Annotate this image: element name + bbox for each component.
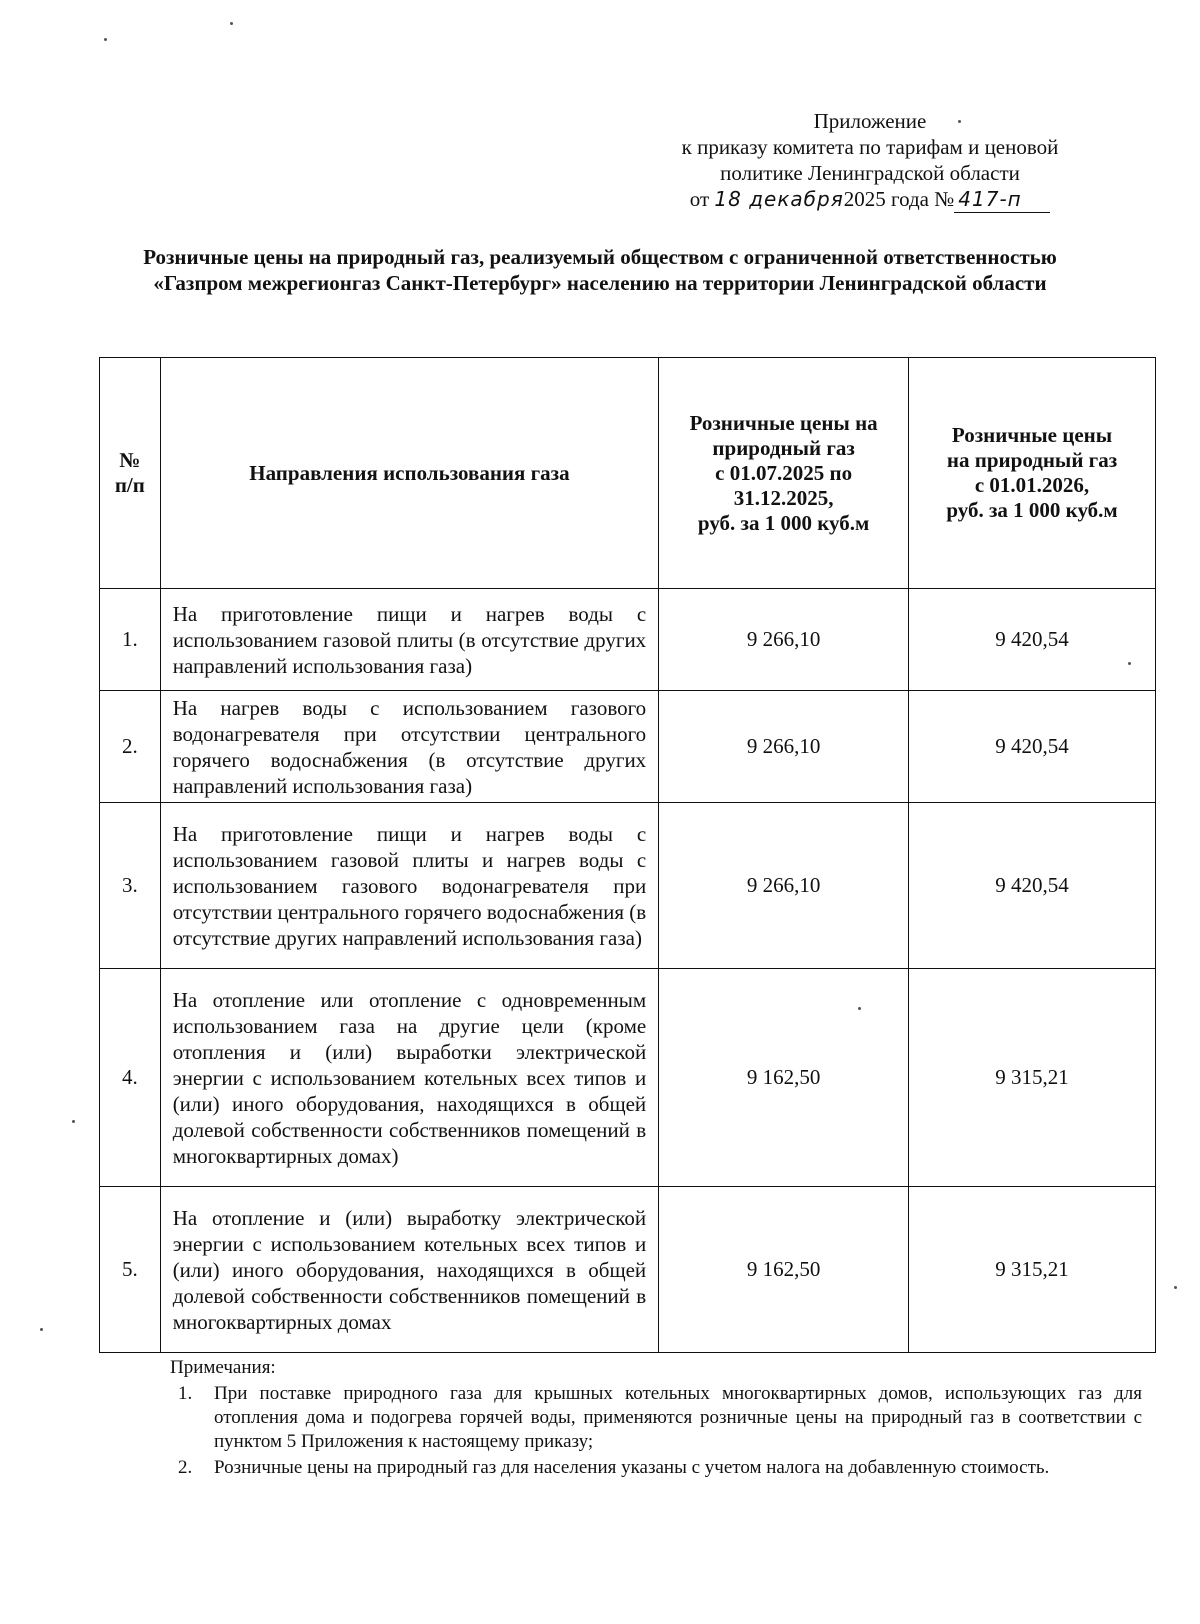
appendix-date-line (640, 186, 1100, 213)
header-price-2026-line: руб. за 1 000 куб.м (946, 498, 1118, 522)
date-suffix: 2025 года № (843, 187, 955, 211)
appendix-order-ref-cont: политике Ленинградской области (720, 161, 1020, 185)
header-price-2026 (909, 358, 1156, 589)
row-price-2025: 9 266,10 (659, 589, 909, 691)
table-row (100, 589, 1156, 691)
scan-speck (1128, 662, 1131, 665)
row-price-2026: 9 420,54 (909, 691, 1156, 803)
row-price-2026: 9 420,54 (909, 803, 1156, 969)
price-table (99, 357, 1156, 1353)
notes-section (170, 1356, 1142, 1482)
header-price-2026-line: на природный газ (946, 448, 1118, 472)
row-direction: На отопление и (или) выработку электрической энергии с использованием котельных всех типов и (или) иного оборудования, находящихся в общей долевой собственности собственников помещений в многоквартирных домах (160, 1187, 659, 1353)
header-price-2025-line: с 01.07.2025 по (715, 460, 853, 485)
handwritten-order-number: 417-п (954, 186, 1050, 213)
row-number: 4. (100, 969, 161, 1187)
note-text: При поставке природного газа для крышных котельных многоквартирных домов, использующих газ для отопления дома и подогрева горячей воды, применяются розничные цены на природный газ в соответствии с пунктом 5 Приложения к настоящему приказу; (214, 1383, 1142, 1452)
row-price-2025: 9 266,10 (659, 803, 909, 969)
header-price-2026-line: Розничные цены (951, 423, 1113, 447)
scan-speck (858, 1007, 861, 1010)
appendix-label: Приложение (813, 109, 927, 133)
appendix-header (640, 108, 1100, 213)
row-direction: На приготовление пищи и нагрев воды с использованием газовой плиты и нагрев воды с использованием газового водонагревателя при отсутствии центрального горячего водоснабжения (в отсутствие других направлений использования газа) (160, 803, 659, 969)
scan-speck (230, 22, 233, 25)
note-item (170, 1382, 1142, 1454)
table-row (100, 969, 1156, 1187)
scan-speck (40, 1328, 43, 1331)
row-direction: На приготовление пищи и нагрев воды с использованием газовой плиты (в отсутствие других направлений использования газа) (160, 589, 659, 691)
note-number: 2. (178, 1457, 193, 1478)
scan-speck (104, 38, 107, 41)
date-prefix: от (689, 187, 710, 211)
note-number: 1. (178, 1383, 193, 1404)
notes-title: Примечания: (170, 1357, 276, 1378)
table-row (100, 1187, 1156, 1353)
document-title: Розничные цены на природный газ, реализуемый обществом с ограниченной ответственностью «Газпром межрегионгаз Санкт-Петербург» населению на территории Ленинградской области (143, 245, 1057, 295)
header-num-line: п/п (114, 473, 145, 497)
scan-speck (1174, 1286, 1177, 1289)
row-price-2025: 9 266,10 (659, 691, 909, 803)
handwritten-date: 18 декабря (714, 187, 844, 211)
appendix-order-ref: к приказу комитета по тарифам и ценовой (681, 135, 1059, 159)
row-price-2025: 9 162,50 (659, 1187, 909, 1353)
header-num (100, 358, 161, 589)
row-price-2026: 9 315,21 (909, 969, 1156, 1187)
header-price-2025-line: Розничные цены на (689, 410, 878, 435)
row-price-2026: 9 420,54 (909, 589, 1156, 691)
header-price-2025-line: 31.12.2025, (733, 485, 834, 510)
row-number: 1. (100, 589, 161, 691)
row-price-2026: 9 315,21 (909, 1187, 1156, 1353)
row-number: 3. (100, 803, 161, 969)
row-price-2025: 9 162,50 (659, 969, 909, 1187)
note-item (170, 1456, 1142, 1480)
header-price-2025 (659, 358, 909, 589)
header-num-line: № (119, 448, 141, 472)
table-header-row (100, 358, 1156, 589)
row-number: 5. (100, 1187, 161, 1353)
header-price-2026-line: с 01.01.2026, (974, 473, 1090, 497)
row-number: 2. (100, 691, 161, 803)
scan-speck (958, 120, 961, 123)
header-direction: Направления использования газа (160, 358, 659, 589)
notes-list (170, 1382, 1142, 1480)
scan-speck (72, 1120, 75, 1123)
header-price-2025-line: руб. за 1 000 куб.м (697, 510, 870, 535)
header-price-2025-line: природный газ (712, 435, 855, 460)
table-row (100, 691, 1156, 803)
row-direction: На нагрев воды с использованием газового водонагревателя при отсутствии центрального горячего водоснабжения (в отсутствие других направлений использования газа) (160, 691, 659, 803)
note-text: Розничные цены на природный газ для населения указаны с учетом налога на добавленную стоимость. (214, 1457, 1050, 1478)
table-row (100, 803, 1156, 969)
row-direction: На отопление или отопление с одновременным использованием газа на другие цели (кроме отопления и (или) выработки электрической энергии с использованием котельных всех типов и (или) иного оборудования, находящихся в общей долевой собственности собственников помещений в многоквартирных домах) (160, 969, 659, 1187)
